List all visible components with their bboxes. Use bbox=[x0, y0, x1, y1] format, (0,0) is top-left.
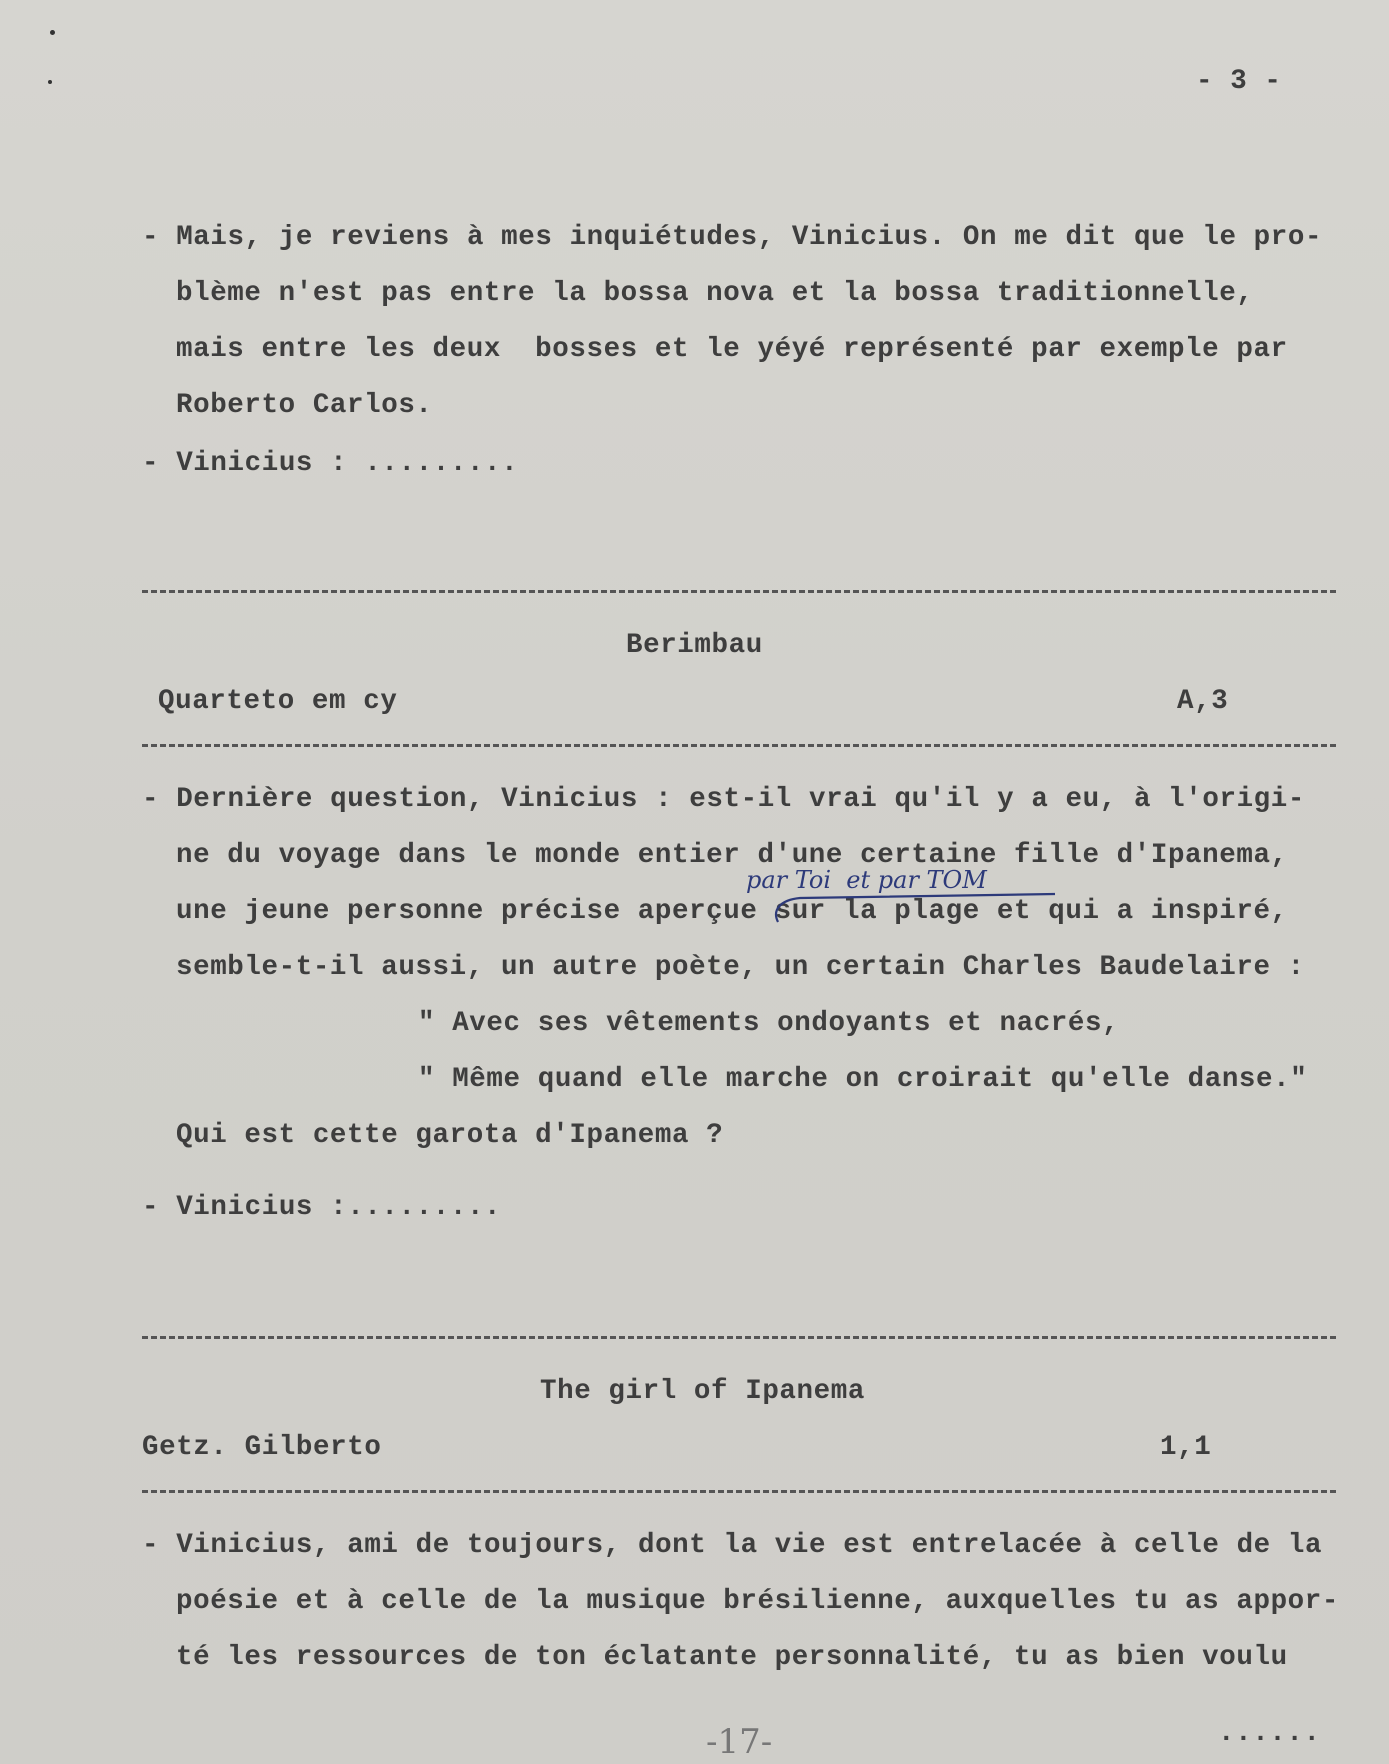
answer-line: - Vinicius : ......... bbox=[142, 448, 519, 479]
paragraph-line: mais entre les deux bosses et le yéyé représenté par exemple par bbox=[176, 334, 1288, 365]
footer-number: -17- bbox=[706, 1722, 773, 1762]
quote-line: " Avec ses vêtements ondoyants et nacrés, bbox=[418, 1008, 1120, 1039]
paragraph-line: - Dernière question, Vinicius : est-il vrai qu'il y a eu, à l'origi- bbox=[142, 784, 1305, 815]
track-reference: 1,1 bbox=[1160, 1432, 1212, 1463]
paragraph-line: poésie et à celle de la musique brésilienne, auxquelles tu as appor- bbox=[176, 1586, 1339, 1617]
answer-line: - Vinicius :......... bbox=[142, 1192, 502, 1223]
continuation-dots: ...... bbox=[1218, 1718, 1321, 1749]
handwritten-annotation: par Toi et par TOM bbox=[746, 866, 987, 894]
divider bbox=[142, 1336, 1336, 1339]
track-title: The girl of Ipanema bbox=[540, 1376, 865, 1407]
paragraph-line: semble-t-il aussi, un autre poète, un certain Charles Baudelaire : bbox=[176, 952, 1305, 983]
paragraph-line: té les ressources de ton éclatante personnalité, tu as bien voulu bbox=[176, 1642, 1288, 1673]
paragraph-line: une jeune personne précise aperçue sur la plage et qui a inspiré, bbox=[176, 896, 1288, 927]
paragraph-line: ne du voyage dans le monde entier d'une certaine fille d'Ipanema, bbox=[176, 840, 1288, 871]
paragraph-line: - Mais, je reviens à mes inquiétudes, Vinicius. On me dit que le pro- bbox=[142, 222, 1323, 253]
track-artist: Getz. Gilberto bbox=[142, 1432, 382, 1463]
track-reference: A,3 bbox=[1177, 686, 1229, 717]
paragraph-line: Roberto Carlos. bbox=[176, 390, 433, 421]
page-number: - 3 - bbox=[1196, 66, 1282, 97]
track-title: Berimbau bbox=[626, 630, 763, 661]
track-artist: Quarteto em cy bbox=[158, 686, 398, 717]
paragraph-line: blème n'est pas entre la bossa nova et la bossa traditionnelle, bbox=[176, 278, 1254, 309]
quote-line: " Même quand elle marche on croirait qu'elle danse." bbox=[418, 1064, 1308, 1095]
paragraph-line: - Vinicius, ami de toujours, dont la vie est entrelacée à celle de la bbox=[142, 1530, 1323, 1561]
question-line: Qui est cette garota d'Ipanema ? bbox=[176, 1120, 724, 1151]
divider bbox=[142, 1490, 1336, 1493]
